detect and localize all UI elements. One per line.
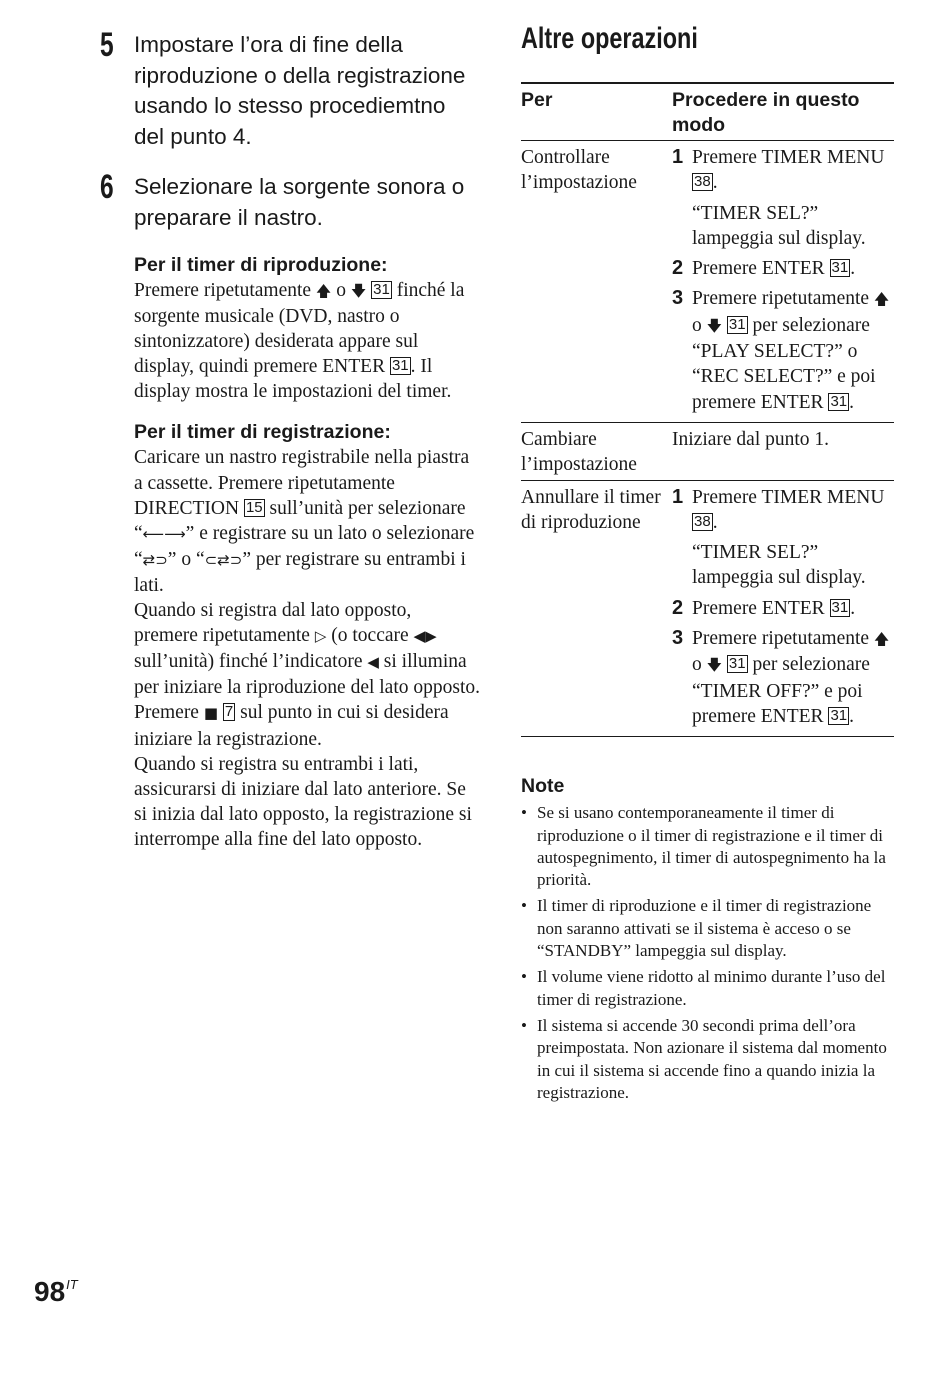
row-label: Cambiare l’impostazione (521, 422, 672, 480)
right-column (521, 22, 894, 1108)
relay-direction-icon: ⊂⇄⊃ (204, 550, 243, 569)
one-way-direction-icon: ⟵⟶ (142, 524, 186, 543)
recording-reverse-text: Quando si registra dal lato opposto, premere ripetutamente ▷ (o toccare ◀▶ sull’unità) finché l’indicatore ◀ si illumina per iniziare la riproduzione del lato opposto. (134, 600, 481, 699)
ref-31: 31 (391, 357, 409, 375)
row-label: Controllare l’impostazione (521, 141, 672, 423)
bullet-icon: • (521, 803, 527, 823)
notes-list (521, 802, 894, 1104)
procedure-step: 3 Premere ripetutamente 🡅 o 🡇 31 per selezionare “TIMER OFF?” e poi premere ENTER 31 . (672, 627, 890, 727)
column-header-procedere: Procedere in questo modo (672, 83, 894, 141)
step-text: Selezionare la sorgente sonora o preparare il nastro. (134, 174, 465, 230)
page-language: IT (66, 1277, 78, 1292)
row-procedure (672, 480, 894, 737)
ref-15: 15 (245, 498, 263, 516)
direction-pair-icon: ◀▶ (413, 627, 437, 646)
list-item: • Se si usano contemporaneamente il timer di riproduzione o il timer di registrazione e il timer di autospegnimento, il timer di autospegnimento ha la priorità. (521, 803, 886, 890)
procedure-step: 1 Premere TIMER MENU 38 . “TIMER SEL?” lampeggia sul display. (672, 146, 885, 249)
reverse-indicator-icon: ◀ (367, 653, 379, 672)
procedure-steps (672, 485, 894, 730)
playback-timer-title: Per il timer di riproduzione: (134, 254, 388, 276)
table-header-row (521, 83, 894, 141)
ref-31: 31 (728, 315, 746, 333)
step-number: 6 (100, 168, 114, 206)
page-number: $98^{IT}$ (34, 1276, 78, 1307)
procedure-step: 1 Premere TIMER MENU 38 . “TIMER SEL?” lampeggia sul display. (672, 485, 885, 589)
recording-stop-text: Premere ■ 7 sul punto in cui si desidera iniziare la registrazione. (134, 702, 449, 750)
down-arrow-icon: 🡇 (706, 316, 723, 335)
ref-31: 31 (373, 281, 390, 298)
left-column (100, 26, 481, 868)
procedure-step: 3 Premere ripetutamente 🡅 o 🡇 31 per selezionare “PLAY SELECT?” o “REC SELECT?” e poi premere ENTER 31 . (672, 287, 890, 413)
ref-38: 38 (694, 512, 711, 530)
table-row (521, 422, 894, 480)
down-arrow-icon: 🡇 (706, 656, 723, 675)
ref-31: 31 (728, 655, 746, 673)
procedure-step: 2 Premere ENTER 31 . (672, 596, 856, 619)
step-text: Impostare l’ora di fine della riproduzione o della registrazione usando lo stesso procediemtno del punto 4. (134, 32, 466, 149)
up-arrow-icon: 🡅 (873, 290, 890, 309)
row-procedure: Iniziare dal punto 1. (672, 422, 894, 480)
bullet-icon: • (521, 896, 527, 916)
operations-table (521, 82, 894, 737)
list-item: • Il timer di riproduzione e il timer di registrazione non saranno attivati se il sistema è acceso o se “STANDBY” lampeggia sul display. (521, 896, 872, 961)
notes-section (521, 775, 894, 1104)
procedure-step: 2 Premere ENTER 31 . (672, 257, 856, 280)
play-outline-icon: ▷ (314, 627, 327, 646)
table-row (521, 141, 894, 423)
down-arrow-icon: 🡇 (350, 282, 367, 300)
playback-timer-section (100, 253, 480, 404)
list-item: • Il sistema si accende 30 secondi prima dell’ora preimpostata. Non azionare il sistema dal momento in cui il sistema si accende fino a quando inizia la registrazione. (521, 1015, 887, 1102)
ref-31: 31 (831, 259, 849, 277)
step-number: 5 (100, 26, 114, 64)
stop-icon: ■ (203, 704, 219, 723)
up-arrow-icon: 🡅 (315, 282, 332, 300)
recording-timer-section (100, 420, 480, 852)
section-heading: Altre operazioni (521, 22, 698, 55)
step-6 (100, 168, 480, 233)
row-procedure (672, 141, 894, 423)
procedure-steps (672, 145, 894, 415)
bullet-icon: • (521, 967, 527, 987)
ref-31: 31 (831, 598, 849, 616)
recording-timer-title: Per il timer di registrazione: (134, 421, 391, 444)
recording-both-sides-text: Quando si registra su entrambi i lati, assicurarsi di iniziare dal lato anteriore. Se si inizia dal lato opposto, la registrazione si interrompe alla fine del lato opposto. (134, 753, 472, 850)
ref-31: 31 (830, 706, 848, 724)
table-row (521, 480, 894, 737)
notes-title: Note (521, 775, 565, 798)
column-header-per: Per (521, 83, 672, 141)
playback-timer-text: Premere ripetutamente 🡅 o 🡇 31 finché la sorgente musicale (DVD, nastro o sintonizzatore) desiderata appare sul display, quindi premere ENTER 31 . Il display mostra le impostazioni del timer. (134, 280, 465, 403)
ref-31: 31 (830, 392, 848, 410)
list-item: • Il volume viene ridotto al minimo durante l’uso del timer di registrazione. (521, 967, 886, 1009)
recording-timer-text: Caricare un nastro registrabile nella piastra a cassette. Premere ripetutamente DIRECTION 15 sull’unità per selezionare “⟵⟶” e registrare su un lato o selezionare “⇄⊃” o “⊂⇄⊃” per registrare su entrambi i lati. (134, 447, 475, 596)
ref-38: 38 (694, 173, 711, 191)
bullet-icon: • (521, 1015, 527, 1035)
ref-7: 7 (224, 703, 234, 721)
step-5 (100, 26, 480, 152)
row-label: Annullare il timer di riproduzione (521, 480, 672, 737)
up-arrow-icon: 🡅 (873, 630, 890, 649)
both-sides-direction-icon: ⇄⊃ (142, 550, 168, 569)
